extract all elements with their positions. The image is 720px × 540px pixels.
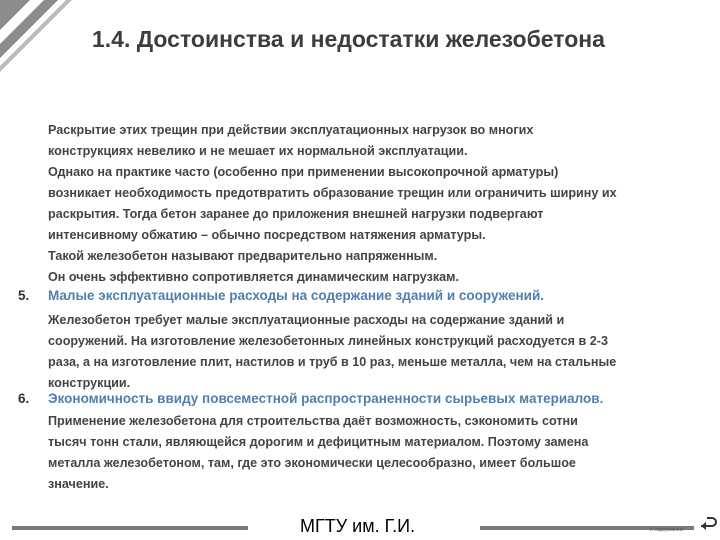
text-line: значение. [48,477,109,491]
text-line: конструкциях невелико и не мешает их нормальной эксплуатации. [48,144,468,158]
list-item-heading [18,288,708,303]
text-line: интенсивному обжатию – обычно посредством натяжения арматуры. [48,228,486,242]
text-line: возникает необходимость предотвратить образование трещин или ограничить ширину их [48,186,617,200]
footer-institution: МГТУ им. Г.И. [300,516,416,536]
text-line: раза, а на изготовление плит, настилов и труб в 10 раз, меньше металла, чем на стальные [48,355,617,369]
toc-link-label[interactable]: К содержанию [650,527,684,533]
list-number: 6. [18,391,30,406]
text-line: металла железобетоном, там, где это экономически целесообразно, имеет большое [48,456,576,470]
text-line: Железобетон требует малые эксплуатационные расходы на содержание зданий и [48,313,565,327]
list-item-heading [18,391,708,406]
footer-divider-left [12,526,248,530]
page-title: 1.4. Достоинства и недостатки железобетона [92,26,605,52]
text-line: Такой железобетон называют предварительно напряженным. [48,249,438,263]
return-arrow-icon[interactable] [698,512,718,532]
text-line: тысяч тонн стали, являющейся дорогим и дефицитным материалом. Поэтому замена [48,435,589,449]
corner-decoration [0,0,80,80]
text-line: раскрытия. Тогда бетон заранее до приложения внешней нагрузки подвергают [48,207,544,221]
list-heading-text: Малые эксплуатационные расходы на содержание зданий и сооружений. [48,288,545,303]
list-heading-text: Экономичность ввиду повсеместной распространенности сырьевых материалов. [48,391,604,406]
list-number: 5. [18,288,30,303]
text-line: Применение железобетона для строительства даёт возможность, сэкономить сотни [48,414,578,428]
text-line: конструкции. [48,376,131,390]
text-line: Раскрытие этих трещин при действии эксплуатационных нагрузок во многих [48,123,534,137]
text-line: сооружений. На изготовление железобетонных линейных конструкций расходуется в 2-3 [48,334,608,348]
text-line: Однако на практике часто (особенно при применении высокопрочной арматуры) [48,165,559,179]
text-line: Он очень эффективно сопротивляется динамическим нагрузкам. [48,270,459,284]
